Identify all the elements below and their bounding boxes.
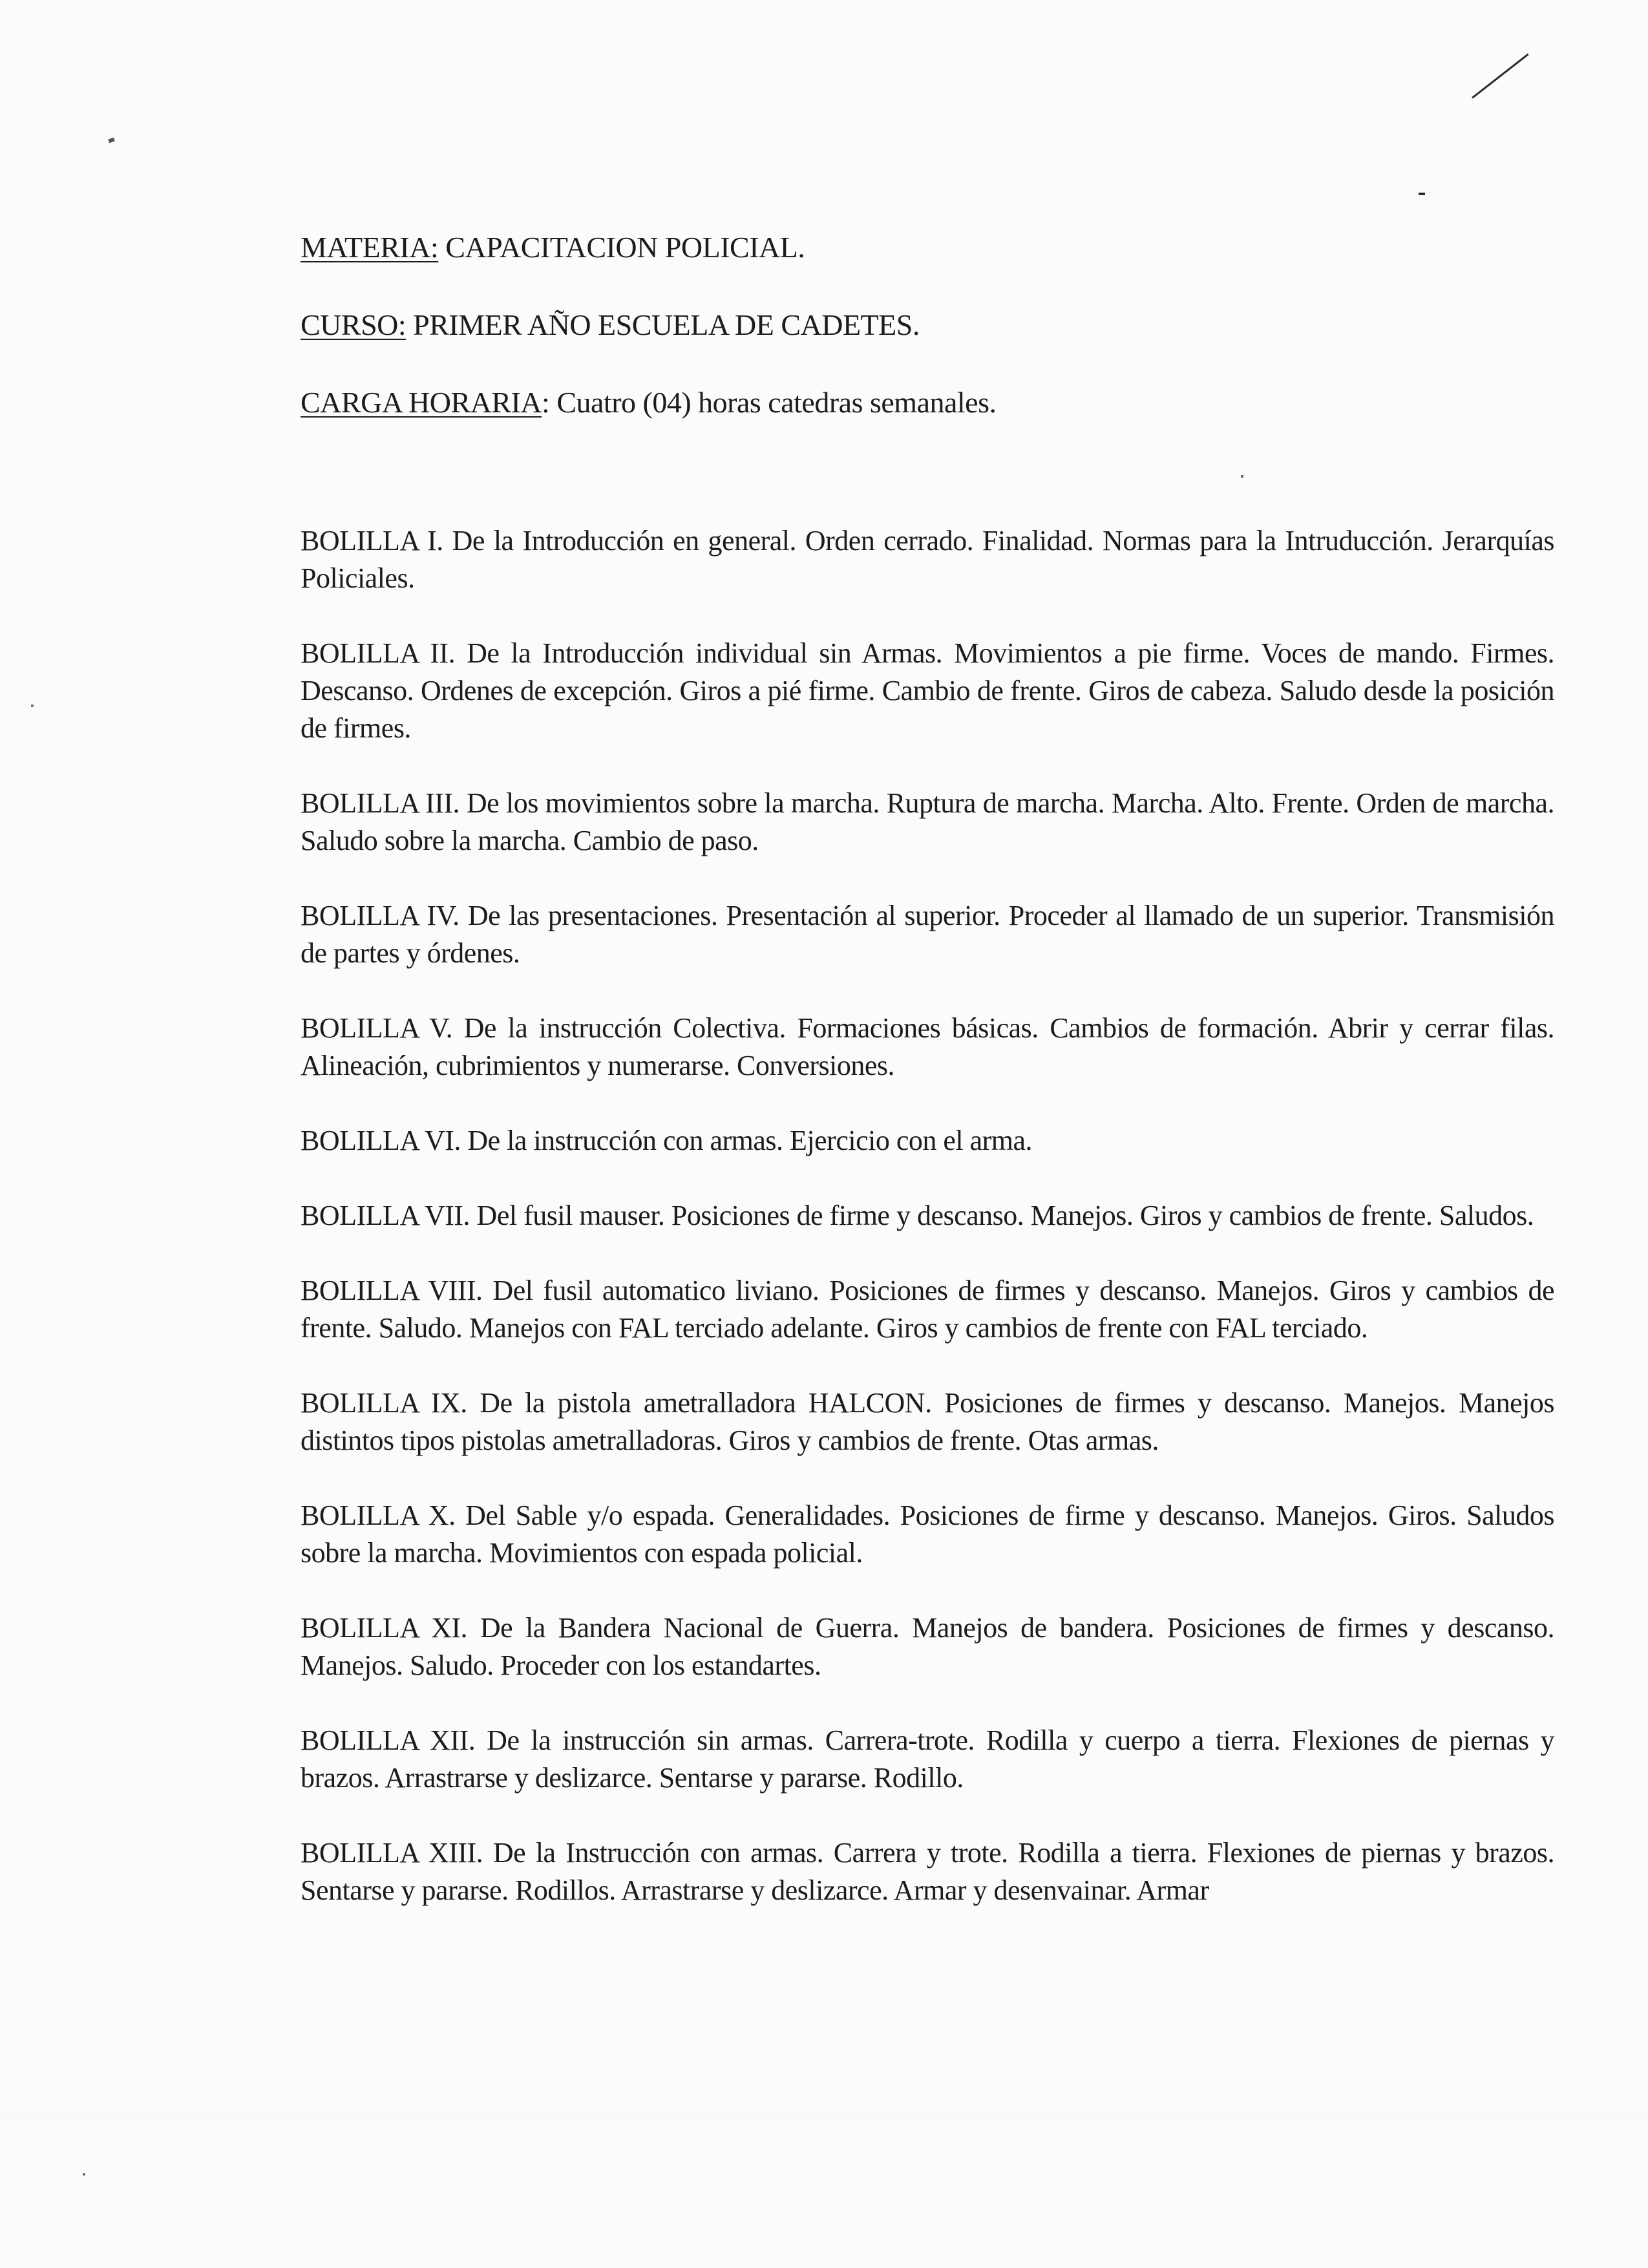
curso-label: CURSO: [301,308,407,341]
topic-paragraph: BOLILLA VI. De la instrucción con armas. Ejercicio con el arma. [301,1125,1033,1156]
scan-speck [83,2173,85,2176]
carga-horaria-line [301,385,1561,421]
scan-speck [31,705,34,707]
scan-speck [1241,475,1243,478]
topic-paragraph: BOLILLA X. Del Sable y/o espada. Generalidades. Posiciones de firme y descanso. Manejos. Giros. Saludos sobre la marcha. Movimientos con espada policial. [301,1500,1554,1569]
scan-speck [108,138,115,143]
pen-stroke-mark [1472,54,1529,99]
materia-line [301,229,1561,266]
topic-paragraph: BOLILLA VIII. Del fusil automatico liviano. Posiciones de firmes y descanso. Manejos. Giros y cambios de frente. Saludo. Manejos con FAL terciado adelante. Giros y cambios de frente con FAL terciado. [301,1275,1554,1344]
topic-paragraph: BOLILLA XI. De la Bandera Nacional de Guerra. Manejos de bandera. Posiciones de firmes y descanso. Manejos. Saludo. Proceder con los estandartes. [301,1612,1554,1681]
topic-paragraph: BOLILLA XII. De la instrucción sin armas. Carrera-trote. Rodilla y cuerpo a tierra. Flexiones de piernas y brazos. Arrastrarse y deslizarce. Sentarse y pararse. Rodillo. [301,1724,1554,1794]
materia-label: MATERIA: [301,231,439,264]
topic-paragraph: BOLILLA III. De los movimientos sobre la marcha. Ruptura de marcha. Marcha. Alto. Frente. Orden de marcha. Saludo sobre la marcha. Cambio de paso. [301,787,1554,856]
carga-horaria-value: : Cuatro (04) horas catedras semanales. [542,386,997,419]
carga-horaria-label: CARGA HORARIA [301,386,542,419]
curso-value: PRIMER AÑO ESCUELA DE CADETES. [406,308,920,341]
curso-line [301,307,1561,343]
topic-paragraph: BOLILLA IX. De la pistola ametralladora HALCON. Posiciones de firmes y descanso. Manejos. Manejos distintos tipos pistolas ametralladoras. Giros y cambios de frente. Otas armas. [301,1387,1554,1456]
materia-value: CAPACITACION POLICIAL. [438,231,805,264]
topic-paragraph: BOLILLA IV. De las presentaciones. Presentación al superior. Proceder al llamado de un superior. Transmisión de partes y órdenes. [301,900,1554,969]
topic-paragraph: BOLILLA XIII. De la Instrucción con armas. Carrera y trote. Rodilla a tierra. Flexiones de piernas y brazos. Sentarse y pararse. Rodillos. Arrastrarse y deslizarce. Armar y desenvainar. Armar [301,1837,1554,1906]
topic-paragraph: BOLILLA I. De la Introducción en general. Orden cerrado. Finalidad. Normas para la Intruducción. Jerarquías Policiales. [301,525,1554,594]
topic-paragraph: BOLILLA VII. Del fusil mauser. Posiciones de firme y descanso. Manejos. Giros y cambios de frente. Saludos. [301,1200,1534,1231]
syllabus-topics [301,494,1554,1947]
topic-paragraph: BOLILLA V. De la instrucción Colectiva. Formaciones básicas. Cambios de formación. Abrir y cerrar filas. Alineación, cubrimientos y numerarse. Conversiones. [301,1012,1554,1081]
scan-edge [0,2114,1648,2117]
document-header [301,229,1561,462]
dash-mark [1419,193,1425,195]
topic-paragraph: BOLILLA II. De la Introducción individual sin Armas. Movimientos a pie firme. Voces de mando. Firmes. Descanso. Ordenes de excepción. Giros a pié firme. Cambio de frente. Giros de cabeza. Saludo desde la posición de firmes. [301,637,1554,744]
